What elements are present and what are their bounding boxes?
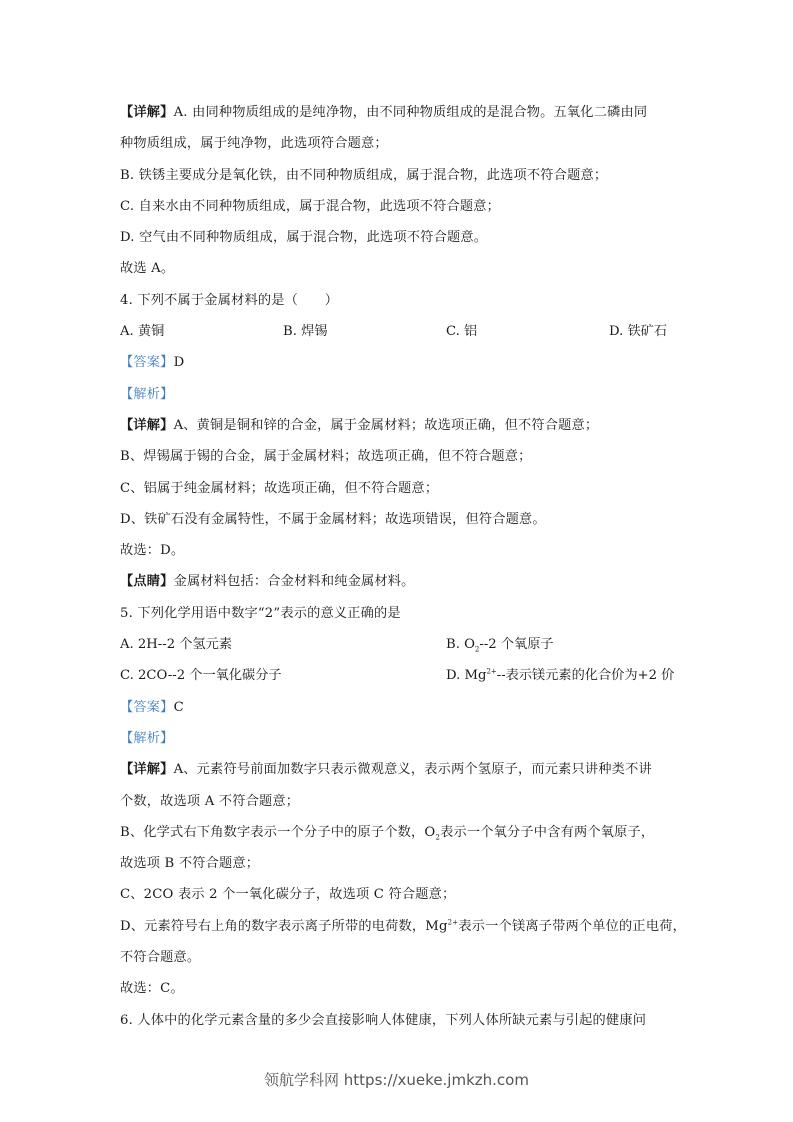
q4-detail-line-d: D、铁矿石没有金属特性，不属于金属材料；故选项错误，但符合题意。 [120, 511, 546, 527]
q4-analysis [120, 379, 676, 410]
q4-detail-line-b: B、焊锡属于锡的合金，属于金属材料；故选项正确，但不符合题意； [120, 449, 532, 465]
q5-detail-line-c: C、2CO 表示 2 个一氧化碳分子，故选项 C 符合题意； [120, 887, 456, 903]
q5-analysis [120, 723, 676, 754]
q3-detail-line-a-cont: 种物质组成，属于纯净物，此选项符合题意； [120, 136, 388, 152]
q4-option-a: A. 黄铜 [120, 324, 165, 340]
q4-options [120, 316, 676, 347]
q5-option-d: D. $Mg^{2+}--$表示镁元素的化合价为+2 价 [446, 667, 675, 684]
q6-stem: 6. 人体中的化学元素含量的多少会直接影响人体健康，下列人体所缺元素与引起的健康问 [120, 1012, 647, 1028]
analysis-label: 【解析】 [120, 730, 174, 746]
q4-detail-line-c: C、铝属于纯金属材料；故选项正确，但不符合题意； [120, 480, 439, 496]
q4-answer [120, 347, 676, 378]
q3-detail-line-d: D. 空气由不同种物质组成，属于混合物，此选项不符合题意。 [120, 230, 488, 246]
q3-conclusion: 故选 A。 [120, 261, 175, 277]
detail-label: 【详解】 [120, 417, 174, 433]
q4-option-b: B. 焊锡 [283, 324, 328, 340]
analysis-label: 【解析】 [120, 386, 174, 402]
answer-label: 【答案】 [120, 355, 174, 371]
q5-detail-line-d-cont: 不符合题意。 [120, 950, 201, 966]
detail-label: 【详解】 [120, 105, 174, 120]
q5-option-b: B. $O_2--2$ 个氧原子 [446, 637, 554, 654]
q5-detail-line-b: B、化学式右下角数字表示一个分子中的原子个数，$O_2$表示一个氧分子中含有两个氧原子， [120, 824, 655, 842]
q5-detail-line-a: 【详解】A、元素符号前面加数字只表示微观意义，表示两个氢原子，而元素只讲种类不讲 [120, 762, 652, 778]
answer-value: D [173, 355, 185, 371]
answer-label: 【答案】 [120, 699, 174, 715]
q5-conclusion: 故选：C。 [120, 981, 184, 997]
q4-stem: 4. 下列不属于金属材料的是（ ） [120, 292, 339, 308]
q5-detail-line-d: D、元素符号右上角的数字表示离子所带的电荷数，$Mg^{2+}$表示一个镁离子带两个单位的正电荷， [120, 918, 686, 934]
q5-detail-line-b-cont: 故选项 B 不符合题意； [120, 856, 260, 872]
q3-detail-line-b: B. 铁锈主要成分是氧化铁，由不同种物质组成，属于混合物，此选项不符合题意； [120, 167, 608, 183]
q3-detail-line-c: C. 自来水由不同种物质组成，属于混合物，此选项不符合题意； [120, 198, 501, 214]
document-page [120, 97, 686, 1036]
answer-value: C [173, 699, 184, 715]
q5-options-row-1 [120, 629, 676, 660]
q4-option-c: C. 铝 [446, 324, 478, 340]
q5-option-a: A. 2H--2 个氢元素 [120, 637, 233, 653]
detail-label: 【详解】 [120, 762, 174, 778]
q5-detail-line-a-cont: 个数，故选项 A 不符合题意； [120, 793, 300, 809]
q4-option-d: D. 铁矿石 [609, 324, 668, 340]
q5-stem: 5. 下列化学用语中数字“2”表示的意义正确的是 [120, 605, 401, 621]
q4-detail-line-a: 【详解】A、黄铜是铜和锌的合金，属于金属材料；故选项正确，但不符合题意； [120, 417, 599, 433]
q5-option-c: C. 2CO--2 个一氧化碳分子 [120, 668, 282, 684]
q4-tip: 【点睛】金属材料包括：合金材料和纯金属材料。 [120, 574, 415, 590]
q5-options-row-2 [120, 660, 676, 691]
q3-detail-line-a: 【详解】A. 由同种物质组成的是纯净物，由不同种物质组成的是混合物。五氧化二磷由同 [120, 105, 648, 120]
q5-answer [120, 692, 676, 723]
tip-label: 【点睛】 [120, 574, 174, 590]
q4-conclusion: 故选：D。 [120, 543, 185, 559]
footer-watermark: 领航学科网 https://xueke.jmkzh.com [264, 1071, 529, 1089]
